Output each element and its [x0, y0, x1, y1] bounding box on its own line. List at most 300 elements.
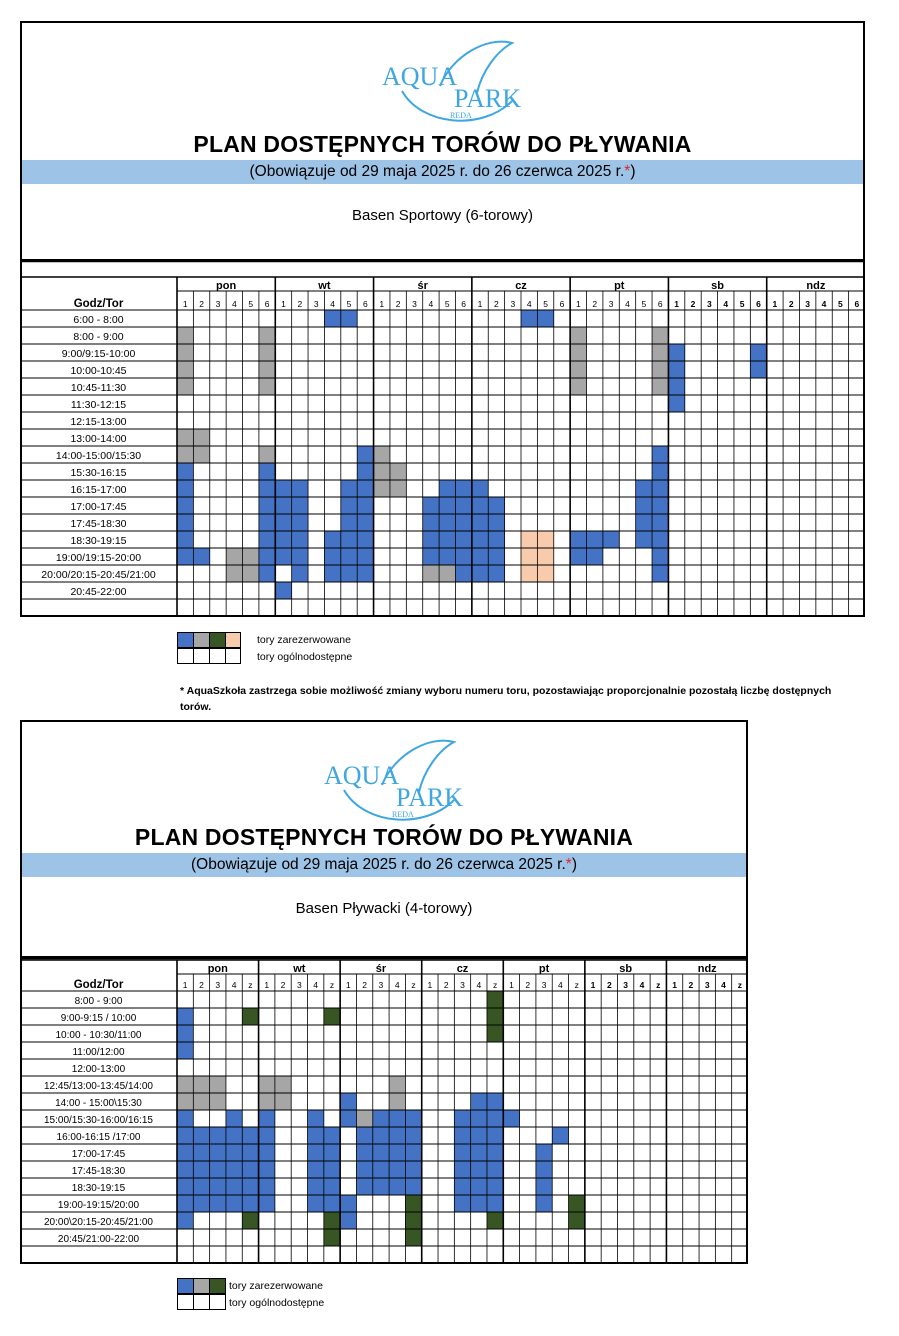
reserved-lane-cell — [210, 1076, 226, 1093]
reserved-lane-cell — [503, 1110, 519, 1127]
reserved-lane-cell — [668, 395, 684, 412]
reserved-lane-cell — [570, 327, 586, 344]
reserved-lane-cell — [226, 1127, 242, 1144]
reserved-lane-cell — [488, 514, 504, 531]
lane-number-label: 4 — [723, 299, 729, 309]
time-slot-label: 17:45-18:30 — [70, 518, 127, 530]
validity-close: ) — [571, 856, 578, 873]
time-slot-label: 9:00-9:15 / 10:00 — [60, 1013, 137, 1024]
lane-number-label: 4 — [625, 299, 630, 309]
logo-aqua-text: AQUA — [382, 62, 458, 91]
lane-number-label: 1 — [379, 299, 385, 309]
validity-band — [22, 853, 746, 877]
reserved-lane-cell — [652, 531, 668, 548]
validity-star: * — [624, 163, 631, 180]
reserved-lane-cell — [423, 497, 439, 514]
reserved-lane-cell — [177, 514, 193, 531]
lane-number-label: 2 — [788, 299, 794, 309]
reserved-lane-cell — [324, 531, 340, 548]
reserved-lane-cell — [324, 1161, 340, 1178]
lane-number-label: 4 — [428, 299, 434, 309]
day-header-5: sb — [711, 280, 724, 292]
lane-number-label: 4 — [476, 980, 482, 990]
time-slot-label: 10:45-11:30 — [70, 382, 127, 394]
reserved-lane-cell — [210, 1144, 226, 1161]
reserved-lane-cell — [259, 565, 275, 582]
day-header-1: wt — [318, 280, 331, 292]
lane-number-label: 3 — [460, 980, 465, 990]
pool-name: Basen Pływacki (4-torowy) — [295, 900, 473, 917]
reserved-lane-cell — [750, 361, 766, 378]
legend-swatches-open — [177, 1294, 227, 1310]
time-slot-label: 11:30-12:15 — [70, 399, 127, 411]
page-title: PLAN DOSTĘPNYCH TORÓW DO PŁYWANIA — [134, 824, 634, 850]
reserved-lane-cell — [275, 1076, 291, 1093]
reserved-lane-cell — [275, 582, 291, 599]
lane-number-label: 2 — [690, 299, 696, 309]
reserved-lane-cell — [324, 1127, 340, 1144]
reserved-lane-cell — [374, 446, 390, 463]
reserved-lane-cell — [242, 1127, 258, 1144]
reserved-lane-cell — [193, 1178, 209, 1195]
lane-number-label: z — [248, 980, 253, 990]
reserved-lane-cell — [521, 565, 537, 582]
reserved-lane-cell — [324, 1008, 340, 1025]
reserved-lane-cell — [341, 310, 357, 327]
time-slot-label: 20:45-22:00 — [70, 586, 127, 598]
reserved-lane-cell — [259, 1178, 275, 1195]
lane-number-label: 6 — [854, 299, 860, 309]
reserved-lane-cell — [324, 1212, 340, 1229]
reserved-lane-cell — [487, 1110, 503, 1127]
reserved-lane-cell — [587, 548, 603, 565]
reserved-lane-cell — [177, 1076, 193, 1093]
day-header-1: wt — [293, 963, 306, 975]
reserved-lane-cell — [373, 1144, 389, 1161]
reserved-lane-cell — [259, 327, 275, 344]
lane-number-label: 5 — [444, 299, 450, 309]
reserved-lane-cell — [521, 310, 537, 327]
reserved-lane-cell — [389, 1127, 405, 1144]
reserved-lane-cell — [389, 1178, 405, 1195]
reserved-lane-cell — [471, 1127, 487, 1144]
reserved-lane-cell — [537, 531, 553, 548]
time-slot-label: 11:00/12:00 — [72, 1047, 125, 1058]
logo-park-text: PARK — [454, 84, 521, 113]
time-slot-label: 20:45/21:00-22:00 — [57, 1234, 140, 1245]
lane-number-label: 3 — [707, 299, 712, 309]
reserved-lane-cell — [226, 1161, 242, 1178]
reserved-lane-cell — [324, 1229, 340, 1246]
reserved-lane-cell — [487, 1025, 503, 1042]
lane-number-label: 2 — [395, 299, 401, 309]
reserved-lane-cell — [471, 1195, 487, 1212]
reserved-lane-cell — [487, 1008, 503, 1025]
logo-aqua-text: AQUA — [324, 761, 400, 790]
day-header-6: ndz — [806, 280, 826, 292]
legend-swatches-open — [177, 648, 241, 664]
reserved-lane-cell — [423, 548, 439, 565]
reserved-lane-cell — [356, 1144, 372, 1161]
reserved-lane-cell — [652, 378, 668, 395]
lane-number-label: 3 — [623, 980, 629, 990]
reserved-lane-cell — [487, 991, 503, 1008]
reserved-lane-cell — [536, 1195, 552, 1212]
reserved-lane-cell — [259, 531, 275, 548]
reserved-lane-cell — [439, 514, 455, 531]
day-header-4: pt — [538, 963, 550, 975]
reserved-lane-cell — [439, 548, 455, 565]
reserved-lane-cell — [242, 1178, 258, 1195]
validity-close: ) — [630, 163, 636, 180]
reserved-lane-cell — [177, 1178, 193, 1195]
reserved-lane-cell — [405, 1229, 421, 1246]
lane-number-label: 6 — [756, 299, 761, 309]
reserved-lane-cell — [668, 378, 684, 395]
page-title: PLAN DOSTĘPNYCH TORÓW DO PŁYWANIA — [193, 131, 692, 157]
reserved-lane-cell — [193, 1076, 209, 1093]
logo-park-text: PARK — [396, 783, 463, 812]
reserved-lane-cell — [292, 480, 308, 497]
reserved-lane-cell — [357, 565, 373, 582]
reserved-lane-cell — [521, 548, 537, 565]
reserved-lane-cell — [455, 480, 471, 497]
reserved-lane-cell — [439, 531, 455, 548]
reserved-lane-cell — [668, 361, 684, 378]
reserved-lane-cell — [259, 514, 275, 531]
lane-number-label: 3 — [296, 980, 302, 990]
schedule-panel-swim — [20, 720, 748, 958]
lane-number-label: 1 — [182, 299, 188, 309]
reserved-lane-cell — [537, 310, 553, 327]
reserved-lane-cell — [259, 361, 275, 378]
reserved-lane-cell — [454, 1110, 470, 1127]
day-header-0: pon — [207, 963, 228, 975]
reserved-lane-cell — [374, 463, 390, 480]
reserved-lane-cell — [177, 327, 193, 344]
time-slot-label: 14:00 - 15:00\15:30 — [55, 1098, 142, 1109]
reserved-lane-cell — [177, 463, 193, 480]
lane-number-label: 2 — [199, 299, 204, 309]
reserved-lane-cell — [177, 1212, 193, 1229]
reserved-lane-cell — [390, 480, 406, 497]
reserved-lane-cell — [210, 1127, 226, 1144]
legend-swatches-reserved — [177, 1278, 227, 1294]
lane-grid-swim — [20, 958, 748, 1264]
lane-number-label: 3 — [541, 980, 547, 990]
time-slot-label: 18:30-19:15 — [70, 535, 127, 547]
reserved-lane-cell — [177, 378, 193, 395]
lane-number-label: 4 — [231, 980, 237, 990]
lane-number-label: 4 — [558, 980, 563, 990]
reserved-lane-cell — [652, 344, 668, 361]
reserved-lane-cell — [242, 1008, 258, 1025]
reserved-lane-cell — [341, 514, 357, 531]
reserved-lane-cell — [242, 1195, 258, 1212]
reserved-lane-cell — [389, 1093, 405, 1110]
lane-number-label: 1 — [182, 980, 188, 990]
legend-swatches-reserved — [177, 632, 241, 648]
reserved-lane-cell — [242, 1212, 258, 1229]
reserved-lane-cell — [193, 1127, 209, 1144]
reserved-lane-cell — [340, 1195, 356, 1212]
reserved-lane-cell — [177, 1110, 193, 1127]
reserved-lane-cell — [177, 497, 193, 514]
lane-number-label: 5 — [641, 299, 647, 309]
reserved-lane-cell — [193, 1161, 209, 1178]
lane-number-label: 2 — [362, 980, 367, 990]
reserved-lane-cell — [405, 1110, 421, 1127]
reserved-lane-cell — [405, 1212, 421, 1229]
lane-grid-sport — [20, 261, 865, 619]
reserved-lane-cell — [472, 514, 488, 531]
reserved-lane-cell — [259, 446, 275, 463]
reserved-lane-cell — [259, 378, 275, 395]
reserved-lane-cell — [373, 1161, 389, 1178]
reserved-lane-cell — [308, 1127, 324, 1144]
day-header-2: śr — [417, 280, 428, 292]
lane-number-label: 1 — [509, 980, 514, 990]
pool-name: Basen Sportowy (6-torowy) — [352, 207, 533, 224]
reserved-lane-cell — [636, 480, 652, 497]
reserved-lane-cell — [472, 480, 488, 497]
reserved-lane-cell — [569, 1212, 585, 1229]
reserved-lane-cell — [292, 548, 308, 565]
reserved-lane-cell — [455, 565, 471, 582]
reserved-lane-cell — [308, 1178, 324, 1195]
reserved-lane-cell — [356, 1178, 372, 1195]
reserved-lane-cell — [259, 1161, 275, 1178]
reserved-lane-cell — [423, 531, 439, 548]
reserved-lane-cell — [226, 1110, 242, 1127]
reserved-lane-cell — [487, 1161, 503, 1178]
reserved-lane-cell — [242, 1161, 258, 1178]
reserved-lane-cell — [487, 1212, 503, 1229]
reserved-lane-cell — [177, 1008, 193, 1025]
reserved-lane-cell — [471, 1110, 487, 1127]
reserved-lane-cell — [177, 1093, 193, 1110]
time-slot-label: 18:30-19:15 — [71, 1183, 126, 1194]
reserved-lane-cell — [259, 344, 275, 361]
reserved-lane-cell — [275, 548, 291, 565]
lane-number-label: z — [656, 980, 661, 990]
lane-number-label: 1 — [674, 299, 679, 309]
reserved-lane-cell — [471, 1144, 487, 1161]
reserved-lane-cell — [341, 548, 357, 565]
reserved-lane-cell — [454, 1144, 470, 1161]
lane-number-label: 2 — [443, 980, 449, 990]
reserved-lane-cell — [652, 514, 668, 531]
reserved-lane-cell — [259, 548, 275, 565]
lane-number-label: 4 — [394, 980, 400, 990]
reserved-lane-cell — [636, 497, 652, 514]
time-slot-label: 16:00-16:15 /17:00 — [56, 1132, 141, 1143]
reserved-lane-cell — [292, 514, 308, 531]
reserved-lane-cell — [226, 1144, 242, 1161]
reserved-lane-cell — [487, 1093, 503, 1110]
reserved-lane-cell — [389, 1076, 405, 1093]
reserved-lane-cell — [357, 463, 373, 480]
reserved-lane-cell — [487, 1144, 503, 1161]
reserved-lane-cell — [292, 497, 308, 514]
reserved-lane-cell — [636, 531, 652, 548]
lane-number-label: 5 — [838, 299, 843, 309]
logo-reda-text: REDA — [450, 111, 472, 120]
lane-number-label: 3 — [510, 299, 516, 309]
reserved-lane-cell — [750, 344, 766, 361]
reserved-lane-cell — [275, 514, 291, 531]
reserved-lane-cell — [487, 1178, 503, 1195]
reserved-lane-cell — [454, 1127, 470, 1144]
time-slot-label: 20:00\20:15-20:45/21:00 — [44, 1217, 153, 1228]
time-slot-label: 15:00/15:30-16:00/16:15 — [44, 1115, 153, 1126]
time-slot-label: 10:00 - 10:30/11:00 — [55, 1030, 142, 1041]
lane-number-label: 4 — [313, 980, 319, 990]
lane-number-label: 3 — [805, 299, 811, 309]
reserved-lane-cell — [210, 1161, 226, 1178]
time-slot-label: 15:30-16:15 — [70, 467, 127, 479]
reserved-lane-cell — [308, 1110, 324, 1127]
reserved-lane-cell — [275, 531, 291, 548]
reserved-lane-cell — [536, 1161, 552, 1178]
reserved-lane-cell — [341, 531, 357, 548]
reserved-lane-cell — [357, 514, 373, 531]
lane-number-label: 5 — [543, 299, 548, 309]
reserved-lane-cell — [603, 531, 619, 548]
reserved-lane-cell — [455, 514, 471, 531]
day-header-6: ndz — [697, 963, 717, 975]
reserved-lane-cell — [356, 1161, 372, 1178]
reserved-lane-cell — [193, 1195, 209, 1212]
reserved-lane-cell — [177, 1144, 193, 1161]
lane-number-label: 6 — [461, 299, 467, 309]
reserved-lane-cell — [652, 361, 668, 378]
lane-number-label: 1 — [345, 980, 351, 990]
reserved-lane-cell — [652, 446, 668, 463]
time-slot-label: 16:15-17:00 — [70, 484, 127, 496]
lane-number-label: 2 — [280, 980, 286, 990]
reserved-lane-cell — [374, 480, 390, 497]
lane-number-label: 5 — [248, 299, 254, 309]
reserved-lane-cell — [454, 1161, 470, 1178]
lane-number-label: 2 — [525, 980, 531, 990]
reserved-lane-cell — [488, 565, 504, 582]
lane-number-label: z — [329, 980, 335, 990]
reserved-lane-cell — [570, 378, 586, 395]
reserved-lane-cell — [389, 1110, 405, 1127]
reserved-lane-cell — [472, 497, 488, 514]
reserved-lane-cell — [389, 1161, 405, 1178]
lane-number-label: 2 — [688, 980, 694, 990]
reserved-lane-cell — [308, 1195, 324, 1212]
reserved-lane-cell — [340, 1093, 356, 1110]
lane-number-label: 3 — [215, 299, 221, 309]
reserved-lane-cell — [259, 1127, 275, 1144]
reserved-lane-cell — [177, 361, 193, 378]
reserved-lane-cell — [177, 531, 193, 548]
reserved-lane-cell — [292, 565, 308, 582]
logo-reda-text: REDA — [392, 810, 414, 819]
reserved-lane-cell — [177, 1025, 193, 1042]
reserved-lane-cell — [373, 1178, 389, 1195]
lane-number-label: 1 — [772, 299, 778, 309]
reserved-lane-cell — [488, 548, 504, 565]
reserved-lane-cell — [423, 514, 439, 531]
reserved-lane-cell — [472, 565, 488, 582]
reserved-lane-cell — [487, 1127, 503, 1144]
lane-number-label: 4 — [821, 299, 827, 309]
lane-number-label: 2 — [606, 980, 612, 990]
time-slot-label: 12:45/13:00-13:45/14:00 — [44, 1081, 153, 1092]
lane-number-label: 1 — [575, 299, 581, 309]
reserved-lane-cell — [472, 548, 488, 565]
time-slot-label: 13:00-14:00 — [70, 433, 127, 445]
reserved-lane-cell — [177, 429, 193, 446]
lane-number-label: z — [574, 980, 579, 990]
lane-number-label: 3 — [313, 299, 319, 309]
reserved-lane-cell — [423, 565, 439, 582]
reserved-lane-cell — [357, 497, 373, 514]
reserved-lane-cell — [390, 463, 406, 480]
reserved-lane-cell — [569, 1195, 585, 1212]
lane-number-label: 6 — [363, 299, 368, 309]
lane-number-label: 6 — [264, 299, 270, 309]
reserved-lane-cell — [455, 497, 471, 514]
reserved-lane-cell — [455, 548, 471, 565]
day-header-3: cz — [515, 280, 527, 292]
reserved-lane-cell — [243, 548, 259, 565]
reserved-lane-cell — [324, 310, 340, 327]
lane-number-label: 2 — [199, 980, 204, 990]
reserved-lane-cell — [356, 1110, 372, 1127]
reserved-lane-cell — [177, 1127, 193, 1144]
legend-reserved-label: tory zarezerwowane — [229, 1280, 323, 1292]
validity-text: (Obowiązuje od 29 maja 2025 r. do 26 czerwca 2025 r. — [190, 856, 566, 873]
reserved-lane-cell — [243, 565, 259, 582]
time-slot-label: 6:00 - 8:00 — [73, 314, 124, 326]
lane-number-label: 1 — [477, 299, 483, 309]
reserved-lane-cell — [259, 1195, 275, 1212]
reserved-lane-cell — [356, 1127, 372, 1144]
reserved-lane-cell — [324, 548, 340, 565]
reserved-lane-cell — [193, 548, 209, 565]
time-slot-label: 14:00-15:00/15:30 — [55, 450, 142, 462]
lane-number-label: 4 — [639, 980, 645, 990]
reserved-lane-cell — [259, 1093, 275, 1110]
reserved-lane-cell — [405, 1161, 421, 1178]
lane-number-label: 2 — [494, 299, 499, 309]
time-lane-header: Godz/Tor — [73, 298, 124, 310]
validity-text: (Obowiązuje od 29 maja 2025 r. do 26 czerwca 2025 r. — [249, 163, 625, 180]
reserved-lane-cell — [454, 1178, 470, 1195]
reserved-lane-cell — [177, 1042, 193, 1059]
reserved-lane-cell — [488, 497, 504, 514]
reserved-lane-cell — [275, 1093, 291, 1110]
reserved-lane-cell — [373, 1127, 389, 1144]
time-slot-label: 17:00-17:45 — [70, 501, 127, 513]
reserved-lane-cell — [488, 531, 504, 548]
legend-open-label: tory ogólnodostępne — [229, 1297, 325, 1309]
validity-star: * — [565, 856, 572, 873]
time-slot-label: 19:00/19:15-20:00 — [55, 552, 142, 564]
time-slot-label: 12:15-13:00 — [70, 416, 127, 428]
day-header-5: sb — [619, 963, 633, 975]
lane-number-label: 3 — [378, 980, 384, 990]
reserved-lane-cell — [405, 1195, 421, 1212]
footnote: * AquaSzkoła zastrzega sobie możliwość zmiany wyboru numeru toru, pozostawiając proporcjonalnie pozostałą liczbę dostępnych torów. — [180, 685, 832, 713]
reserved-lane-cell — [439, 480, 455, 497]
reserved-lane-cell — [471, 1161, 487, 1178]
